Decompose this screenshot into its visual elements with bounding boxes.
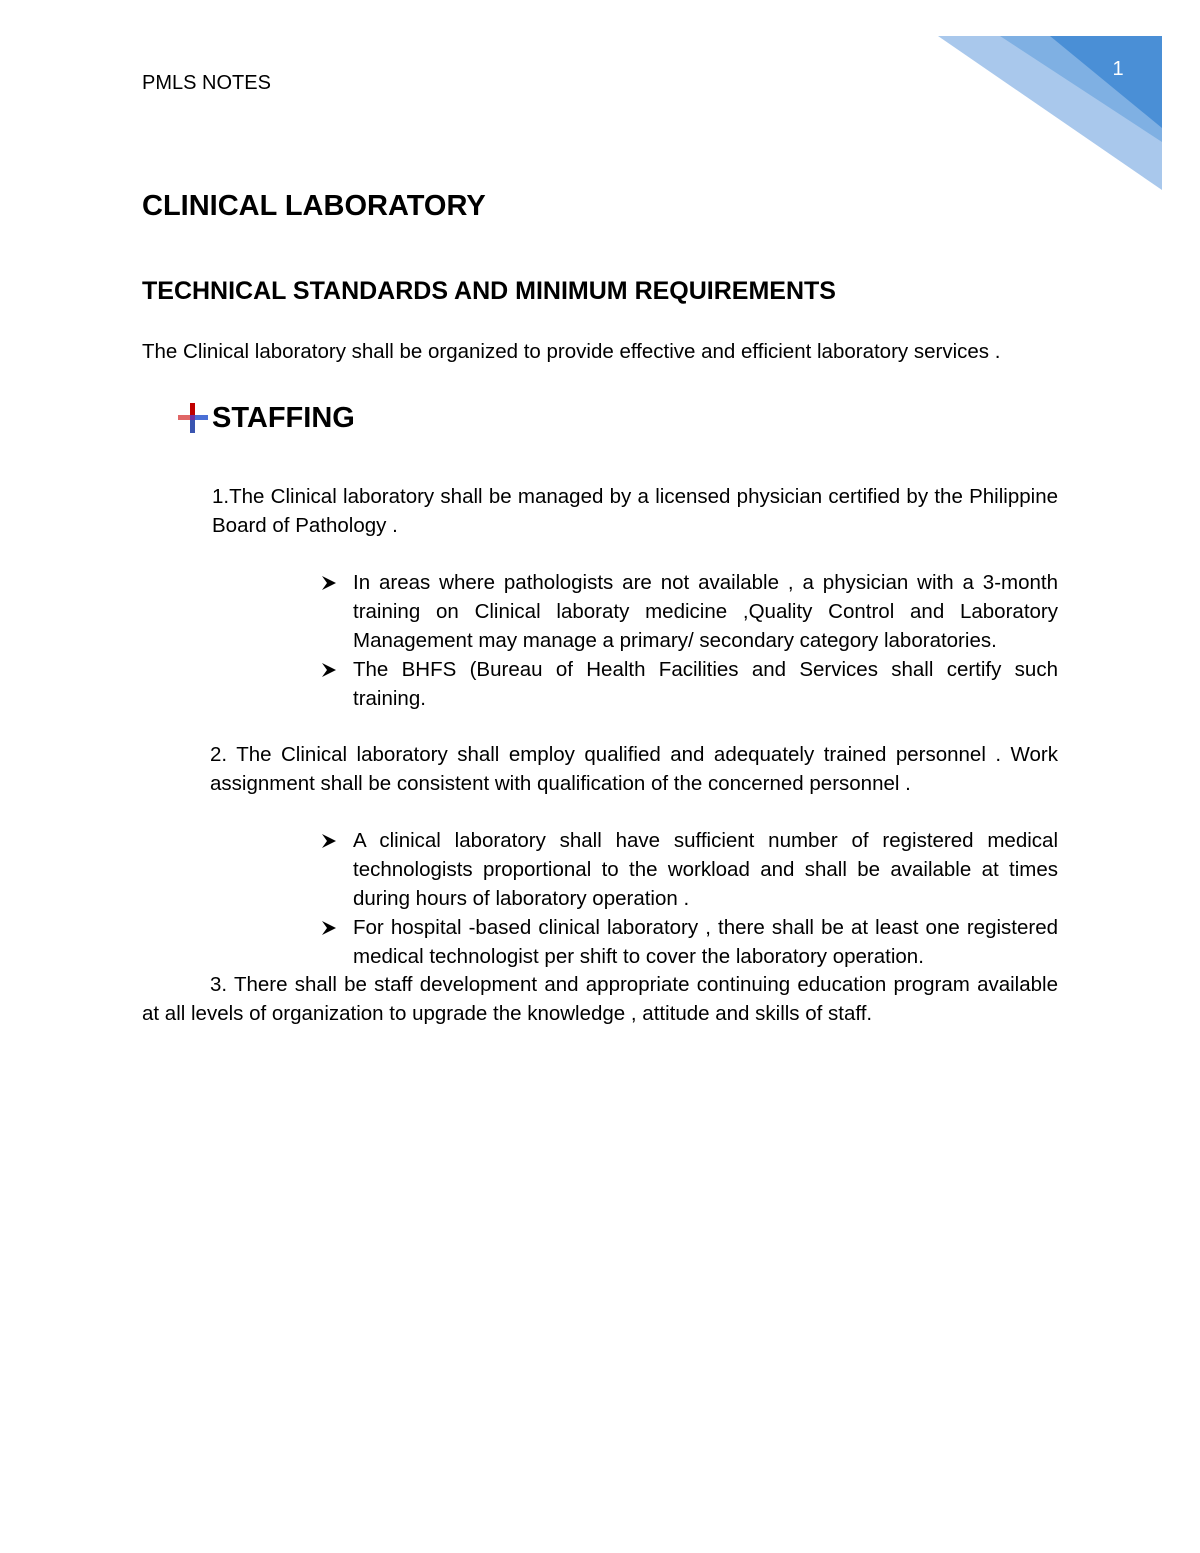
item-1-bullet-list [320, 568, 1058, 713]
checkered-plus-icon [176, 401, 210, 435]
page-corner-decoration [930, 30, 1170, 200]
staffing-item-2: 2. The Clinical laboratory shall employ qualified and adequately trained personnel . Work assignment shall be consistent with qualification of the concerned personnel . [210, 743, 1058, 795]
list-item [320, 568, 1058, 655]
arrow-bullet-icon [320, 913, 340, 942]
section-heading: TECHNICAL STANDARDS AND MINIMUM REQUIREMENTS [142, 277, 836, 305]
arrow-bullet-icon [320, 568, 340, 597]
bullet-text: The BHFS (Bureau of Health Facilities and Services shall certify such training. [353, 658, 1058, 710]
list-item [320, 913, 1058, 971]
page-number: 1 [1112, 58, 1124, 80]
staffing-item-1: 1.The Clinical laboratory shall be managed by a licensed physician certified by the Philippine Board of Pathology . [212, 485, 1058, 537]
bullet-text: A clinical laboratory shall have sufficient number of registered medical technologists proportional to the workload and shall be available at times during hours of laboratory operation . [353, 829, 1058, 910]
intro-paragraph: The Clinical laboratory shall be organized to provide effective and efficient laboratory services . [142, 340, 1001, 363]
staffing-heading: STAFFING [212, 401, 355, 434]
item-2-bullet-list [320, 826, 1058, 971]
arrow-bullet-icon [320, 655, 340, 684]
staffing-heading-row [176, 398, 355, 438]
arrow-bullet-icon [320, 826, 340, 855]
list-item [320, 655, 1058, 713]
list-item [320, 826, 1058, 913]
staffing-item-3: 3. There shall be staff development and appropriate continuing education program available at all levels of organization to upgrade the knowledge , attitude and skills of staff. [142, 973, 1058, 1025]
document-title: CLINICAL LABORATORY [142, 190, 486, 222]
bullet-text: In areas where pathologists are not available , a physician with a 3-month training on Clinical laboraty medicine ,Quality Control and Laboratory Management may manage a primary/ secondary category laboratories. [353, 571, 1058, 652]
bullet-text: For hospital -based clinical laboratory , there shall be at least one registered medical technologist per shift to cover the laboratory operation. [353, 916, 1058, 968]
running-header: PMLS NOTES [142, 72, 271, 94]
